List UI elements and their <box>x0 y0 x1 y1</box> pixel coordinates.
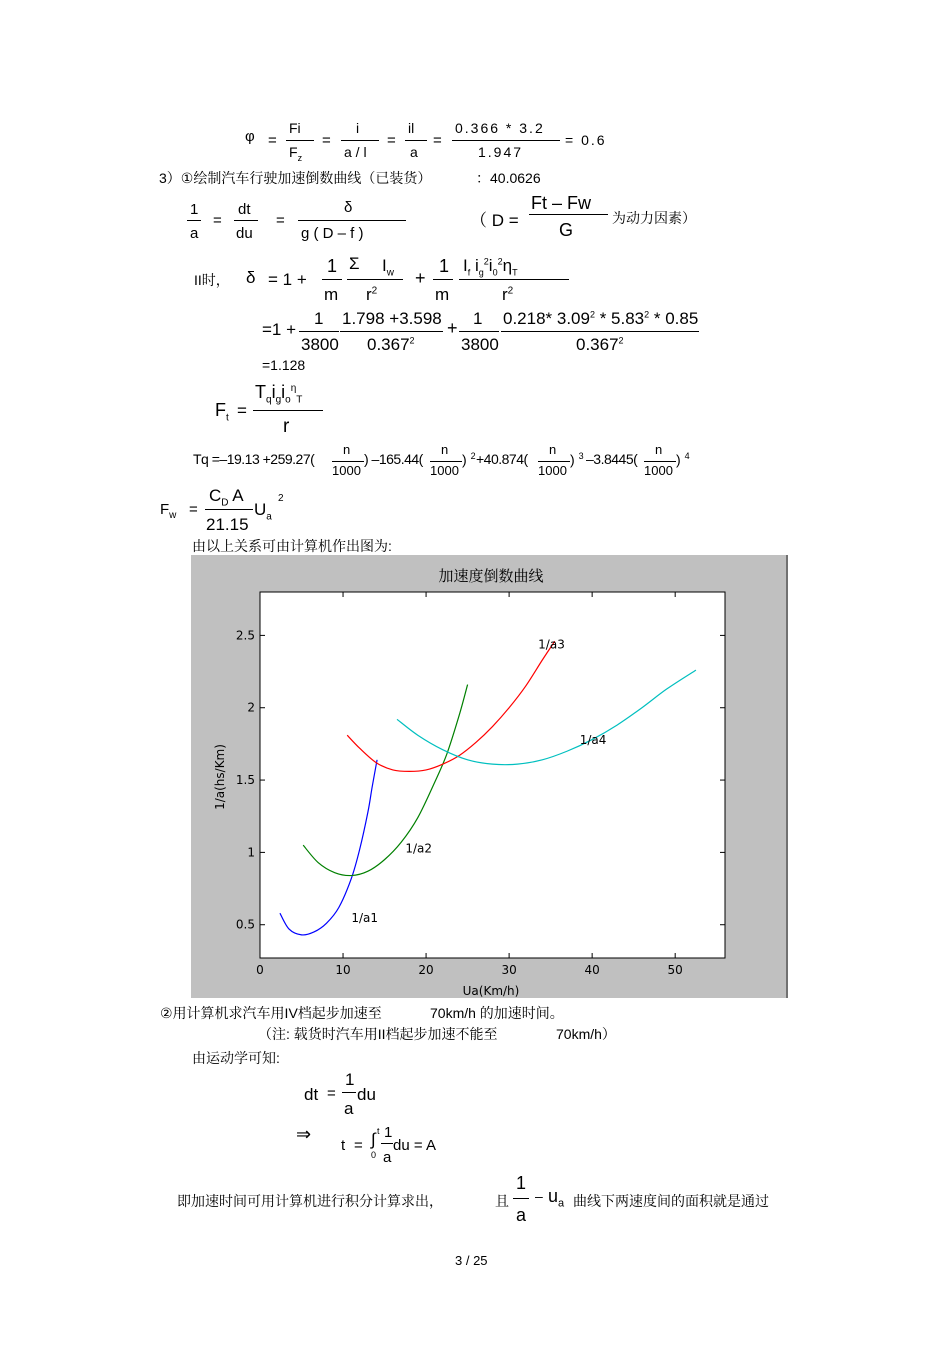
x-axis-label: Ua(Km/h) <box>462 984 520 998</box>
y-tick-label: 2.5 <box>235 628 255 643</box>
x-tick-label: 20 <box>418 963 434 977</box>
phi-den-1: $F_z$ <box>289 144 303 163</box>
x-tick-label: 0 <box>256 963 264 977</box>
phi-den-2: a / l <box>344 144 367 160</box>
x-tick-label: 50 <box>667 963 683 977</box>
chart-intro: 由以上关系可由计算机作出图为: <box>192 538 392 554</box>
annotation-label: 1/a4 <box>579 732 607 747</box>
item3-heading: 3）①绘制汽车行驶加速倒数曲线（已装货） <box>159 170 432 186</box>
chart-title: 加速度倒数曲线 <box>438 567 544 585</box>
phi-num-2: i <box>356 120 360 136</box>
phi-num-4: 0.366 * 3.2 <box>455 120 545 136</box>
chart-svg <box>191 555 788 998</box>
y-tick-label: 2 <box>247 700 255 715</box>
phi-den-4: 1.947 <box>478 144 524 160</box>
y-tick-label: 0.5 <box>235 917 255 932</box>
phi-symbol: φ <box>245 128 255 145</box>
y-axis-label: 1/a(hs/Km) <box>213 744 227 810</box>
item3-value: ：40.0626 <box>476 170 541 186</box>
page-number: 3 / 25 <box>455 1253 488 1268</box>
eq-sign: = <box>268 132 277 149</box>
x-tick-label: 10 <box>335 963 351 977</box>
x-tick-label: 40 <box>584 963 600 977</box>
phi-result: = 0.6 <box>565 132 607 148</box>
annotation-label: 1/a2 <box>405 841 432 856</box>
phi-num-1: Fi <box>289 120 301 136</box>
chart-figure <box>191 555 788 998</box>
y-tick-label: 1.5 <box>235 773 255 788</box>
phi-num-3: il <box>408 120 415 136</box>
annotation-label: 1/a3 <box>538 637 565 652</box>
plot-area <box>260 592 725 958</box>
annotation-label: 1/a1 <box>351 910 379 925</box>
y-tick-label: 1 <box>247 845 255 860</box>
x-tick-label: 30 <box>501 963 517 977</box>
phi-den-3: a <box>410 144 418 160</box>
